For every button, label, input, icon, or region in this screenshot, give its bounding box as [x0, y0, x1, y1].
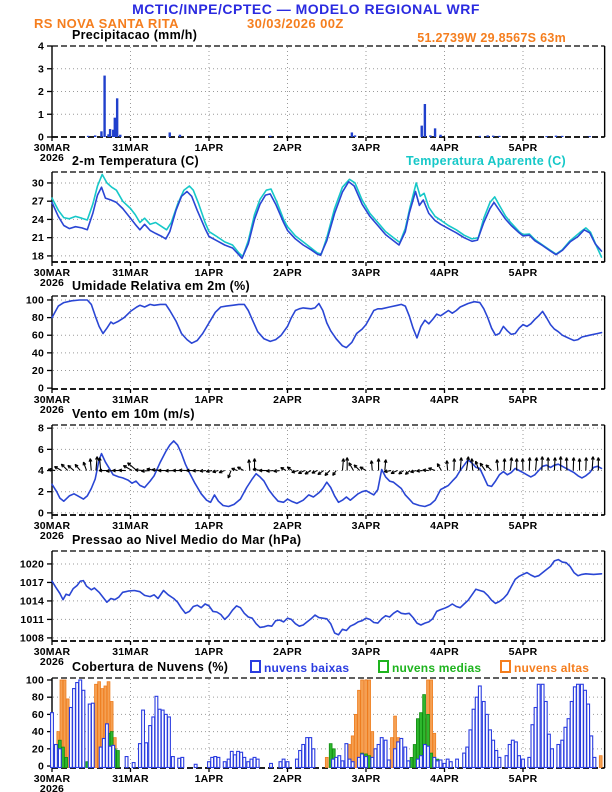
panel-title-pressure: Pressao ao Nivel Medio do Mar (hPa) — [72, 533, 302, 547]
svg-text:0: 0 — [37, 507, 44, 520]
svg-text:4APR: 4APR — [430, 773, 459, 785]
svg-text:1: 1 — [37, 108, 44, 121]
svg-text:20: 20 — [31, 364, 44, 377]
svg-text:30MAR: 30MAR — [33, 142, 71, 154]
panel-title-clouds: Cobertura de Nuvens (%) — [72, 660, 229, 674]
svg-text:24: 24 — [31, 213, 44, 226]
svg-text:1017: 1017 — [19, 576, 44, 589]
svg-text:5APR: 5APR — [508, 646, 538, 658]
svg-text:2: 2 — [37, 486, 44, 499]
svg-text:27: 27 — [31, 195, 44, 208]
svg-text:2APR: 2APR — [273, 267, 302, 279]
svg-text:1APR: 1APR — [194, 520, 224, 532]
svg-text:3APR: 3APR — [351, 142, 381, 154]
svg-text:100: 100 — [25, 674, 44, 687]
panel-title-humidity: Umidade Relativa em 2m (%) — [72, 279, 250, 293]
svg-text:1APR: 1APR — [194, 773, 224, 785]
svg-text:30MAR: 30MAR — [33, 267, 71, 279]
panel-title-wind: Vento em 10m (m/s) — [72, 407, 195, 421]
svg-text:31MAR: 31MAR — [112, 773, 149, 785]
svg-text:3APR: 3APR — [351, 267, 381, 279]
svg-text:31MAR: 31MAR — [112, 267, 149, 279]
svg-text:1008: 1008 — [19, 632, 44, 645]
svg-text:2APR: 2APR — [273, 520, 302, 532]
svg-text:2026: 2026 — [39, 783, 65, 792]
svg-text:31MAR: 31MAR — [112, 646, 149, 658]
model-header-title: MCTIC/INPE/CPTEC — MODELO REGIONAL WRF — [132, 1, 480, 17]
svg-text:0: 0 — [37, 382, 44, 395]
panel-title-temperature: 2-m Temperatura (C) — [72, 154, 200, 168]
svg-text:3APR: 3APR — [351, 520, 381, 532]
svg-text:2026: 2026 — [39, 277, 65, 289]
svg-text:4APR: 4APR — [430, 394, 459, 406]
svg-text:1014: 1014 — [19, 595, 44, 608]
svg-text:80: 80 — [31, 312, 44, 325]
svg-text:30MAR: 30MAR — [33, 520, 71, 532]
svg-text:40: 40 — [31, 726, 44, 739]
svg-text:1APR: 1APR — [194, 394, 224, 406]
svg-text:0: 0 — [37, 131, 44, 144]
svg-text:40: 40 — [31, 347, 44, 360]
svg-text:3: 3 — [37, 63, 44, 76]
svg-text:5APR: 5APR — [508, 773, 538, 785]
svg-text:30MAR: 30MAR — [33, 646, 71, 658]
station-name: RS NOVA SANTA RITA — [34, 16, 179, 31]
panel-title-precipitation: Precipitacao (mm/h) — [72, 28, 198, 42]
svg-text:5APR: 5APR — [508, 267, 538, 279]
svg-text:30: 30 — [31, 177, 44, 190]
svg-text:80: 80 — [31, 691, 44, 704]
svg-text:4APR: 4APR — [430, 520, 459, 532]
svg-text:4APR: 4APR — [430, 142, 459, 154]
svg-text:1APR: 1APR — [194, 646, 224, 658]
svg-text:18: 18 — [31, 250, 44, 263]
svg-text:1APR: 1APR — [194, 142, 224, 154]
svg-text:1APR: 1APR — [194, 267, 224, 279]
svg-text:4: 4 — [37, 465, 44, 478]
svg-text:8: 8 — [37, 422, 44, 435]
svg-text:3APR: 3APR — [351, 773, 381, 785]
svg-text:2026: 2026 — [39, 530, 65, 542]
svg-text:4APR: 4APR — [430, 267, 459, 279]
svg-text:20: 20 — [31, 743, 44, 756]
svg-text:2026: 2026 — [39, 152, 65, 164]
svg-text:2APR: 2APR — [273, 646, 302, 658]
svg-text:100: 100 — [25, 294, 44, 307]
svg-text:2026: 2026 — [39, 656, 65, 668]
svg-text:5APR: 5APR — [508, 520, 538, 532]
svg-text:4: 4 — [37, 40, 44, 53]
svg-text:30MAR: 30MAR — [33, 773, 71, 785]
svg-text:60: 60 — [31, 329, 44, 342]
svg-text:0: 0 — [37, 760, 44, 773]
legend-label-mid-clouds: nuvens medias — [392, 661, 482, 675]
svg-text:2APR: 2APR — [273, 773, 302, 785]
svg-text:5APR: 5APR — [508, 394, 538, 406]
svg-text:2APR: 2APR — [273, 394, 302, 406]
svg-text:21: 21 — [31, 232, 44, 245]
legend-apparent-temperature: Temperatura Aparente (C) — [405, 154, 566, 168]
svg-text:2APR: 2APR — [273, 142, 302, 154]
legend-label-high-clouds: nuvens altas — [514, 661, 590, 675]
station-coordinates: 51.2739W 29.8567S 63m — [417, 31, 566, 45]
svg-text:5APR: 5APR — [508, 142, 538, 154]
svg-text:4APR: 4APR — [430, 646, 459, 658]
svg-text:3APR: 3APR — [351, 394, 381, 406]
svg-text:1011: 1011 — [20, 613, 44, 626]
svg-text:2: 2 — [37, 86, 44, 98]
svg-text:3APR: 3APR — [351, 646, 381, 658]
svg-text:6: 6 — [37, 443, 44, 456]
svg-text:60: 60 — [31, 708, 44, 721]
svg-text:30MAR: 30MAR — [33, 394, 71, 406]
svg-text:31MAR: 31MAR — [112, 394, 149, 406]
svg-text:2026: 2026 — [39, 404, 65, 416]
svg-text:31MAR: 31MAR — [112, 142, 149, 154]
svg-text:31MAR: 31MAR — [112, 520, 149, 532]
svg-text:1020: 1020 — [19, 558, 44, 571]
run-datetime: 30/03/2026 00Z — [247, 16, 344, 31]
legend-label-low-clouds: nuvens baixas — [264, 661, 350, 675]
